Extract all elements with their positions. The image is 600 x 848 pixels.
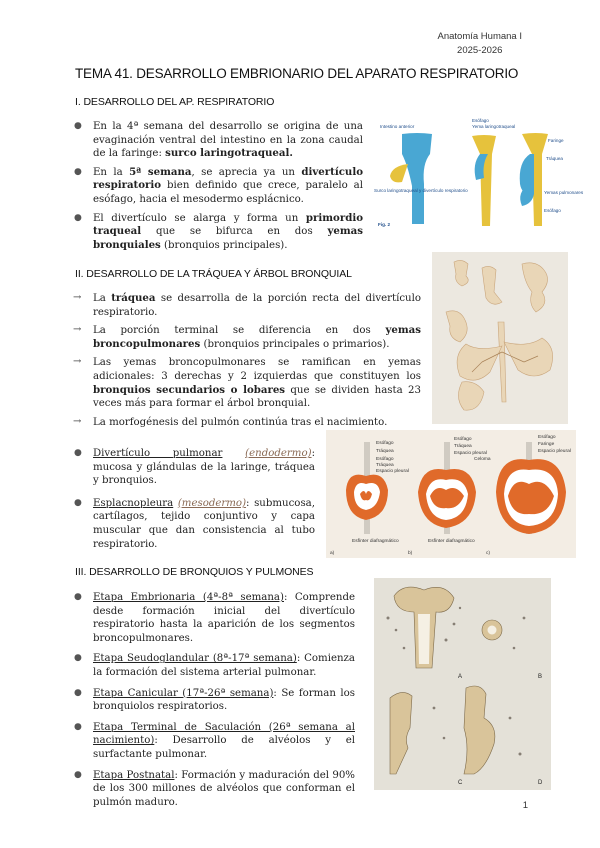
figure-label: Esófago bbox=[454, 437, 472, 442]
bullet-icon: ● bbox=[74, 653, 82, 664]
figure-label: Esófago bbox=[472, 118, 489, 123]
arrow-icon: → bbox=[73, 356, 82, 368]
bullet-icon: ● bbox=[74, 497, 82, 508]
figure-label: a) bbox=[330, 551, 335, 556]
page-number: 1 bbox=[522, 800, 528, 811]
bullet-icon: ● bbox=[74, 166, 82, 177]
figure-label: Fig. 2 bbox=[378, 222, 390, 227]
figure-respiratory-diverticulum bbox=[372, 114, 584, 239]
bullet-icon: ● bbox=[74, 121, 82, 131]
section-heading-1: I. DESARROLLO DEL AP. RESPIRATORIO bbox=[75, 96, 275, 108]
figure-label: Espacio pleural bbox=[454, 451, 487, 456]
figure-label: Tráquea bbox=[454, 444, 472, 449]
arrow-icon: → bbox=[73, 292, 82, 303]
figure-label: Esfínter diafragmático bbox=[428, 539, 475, 544]
figure-label: Tráquea bbox=[376, 449, 394, 454]
figure-label: b) bbox=[408, 551, 413, 556]
figure-label: Esófago bbox=[538, 435, 556, 440]
page-title: TEMA 41. DESARROLLO EMBRIONARIO DEL APARATO RESPIRATORIO bbox=[75, 66, 519, 81]
bullet-icon: ● bbox=[74, 592, 82, 602]
section-3-list bbox=[74, 591, 356, 814]
list-item: ● Divertículo pulmonar (endodermo): mucosa y glándulas de la laringe, tráquea y bronquios. bbox=[74, 448, 315, 487]
figure-pleural-development bbox=[326, 430, 576, 558]
list-item: → Las yemas broncopulmonares se ramifican en yemas adicionales: 3 derechas y 2 izquierdas que constituyen los bronquios secundarios o lobares que se dividen hasta 23 veces más para formar el árbol bronquial. bbox=[73, 356, 421, 410]
figure-label: Esfínter diafragmático bbox=[352, 539, 399, 544]
list-item: → La tráquea se desarrolla de la porción recta del divertículo respiratorio. bbox=[73, 292, 421, 318]
figure-label: C bbox=[458, 780, 463, 786]
list-item: ● Etapa Terminal de Saculación (26ª semana al nacimiento): Desarrollo de alvéolos y el surfactante pulmonar. bbox=[74, 721, 355, 760]
figure-label: Faringe bbox=[538, 442, 555, 447]
figure-label: Espacio pleural bbox=[376, 469, 409, 474]
list-item: ● Esplacnopleura (mesodermo): submucosa, cartílagos, tejido conjuntivo y capa muscular que dan consistencia al tubo respiratorio. bbox=[74, 497, 315, 550]
figure-label: Tráquea bbox=[376, 463, 394, 468]
figure-label: Esófago bbox=[376, 441, 394, 446]
list-item: ● El divertículo se alarga y forma un primordio traqueal que se bifurca en dos yemas bronquiales (bronquios principales). bbox=[74, 211, 363, 251]
figure-label: B bbox=[538, 674, 543, 680]
list-item: ● Etapa Canicular (17ª-26ª semana): Se forman los bronquiolos respiratorios. bbox=[74, 687, 355, 713]
bullet-icon: ● bbox=[74, 448, 82, 458]
list-item: ● Etapa Postnatal: Formación y maduración del 90% de los 300 millones de alvéolos que conforman el pulmón maduro. bbox=[74, 769, 355, 808]
bullet-icon: ● bbox=[74, 212, 82, 223]
figure-label: D bbox=[538, 780, 543, 786]
figure-label: Espacio pleural bbox=[538, 449, 571, 454]
section-heading-2: II. DESARROLLO DE LA TRÁQUEA Y ÁRBOL BRONQUIAL bbox=[75, 268, 352, 280]
figure-label: c) bbox=[486, 551, 490, 556]
figure-label: Celoma bbox=[474, 457, 491, 462]
list-item: ● Etapa Embrionaria (4ª-8ª semana): Comprende desde formación inicial del divertículo respiratorio hasta la aparición de los segmentos broncopulmonares. bbox=[74, 592, 356, 644]
arrow-icon: → bbox=[73, 324, 82, 336]
figure-label: A bbox=[458, 674, 463, 680]
bullet-icon: ● bbox=[74, 687, 82, 698]
list-item: ● Etapa Seudoglandular (8ª-17ª semana): Comienza la formación del sistema arterial pulmonar. bbox=[74, 653, 355, 678]
page-header bbox=[438, 30, 523, 58]
list-item: ● En la 4ª semana del desarrollo se origina de una evaginación ventral del intestino en la zona caudal de la faringe: surco laringotraqueal. bbox=[74, 121, 363, 160]
figure-label: Esófago bbox=[544, 208, 561, 213]
figure-label: Intestino anterior bbox=[380, 124, 415, 129]
bullet-icon: ● bbox=[74, 769, 82, 780]
course-year: 2025-2026 bbox=[457, 45, 503, 56]
figure-label: Yemas pulmonares bbox=[544, 190, 584, 195]
list-item: ● En la 5ª semana, se aprecia ya un divertículo respiratorio bien definido que crece, paralelo al esófago, hacia el mesodermo esplácnico. bbox=[74, 165, 364, 205]
section-heading-3: III. DESARROLLO DE BRONQUIOS Y PULMONES bbox=[75, 566, 314, 578]
figure-lung-stages bbox=[374, 578, 551, 790]
figure-bronchial-tree bbox=[432, 252, 568, 424]
figure-label: Faringe bbox=[548, 138, 564, 143]
figure-label: Surco laringotraqueal y divertículo respiratorio bbox=[374, 188, 468, 193]
course-name: Anatomía Humana I bbox=[437, 31, 522, 42]
list-item: → La morfogénesis del pulmón continúa tras el nacimiento. bbox=[73, 415, 388, 428]
bullet-icon: ● bbox=[74, 721, 82, 732]
section-1-list bbox=[74, 120, 364, 257]
figure-label: Yema laringotraqueal bbox=[472, 124, 516, 129]
germ-layer-list bbox=[74, 447, 315, 556]
arrow-icon: → bbox=[73, 415, 82, 427]
figure-label: Esófago bbox=[376, 457, 394, 462]
section-2-list bbox=[73, 292, 421, 434]
figure-label: Tráquea bbox=[546, 156, 563, 161]
list-item: → La porción terminal se diferencia en dos yemas broncopulmonares (bronquios principales o primarios). bbox=[73, 324, 421, 350]
